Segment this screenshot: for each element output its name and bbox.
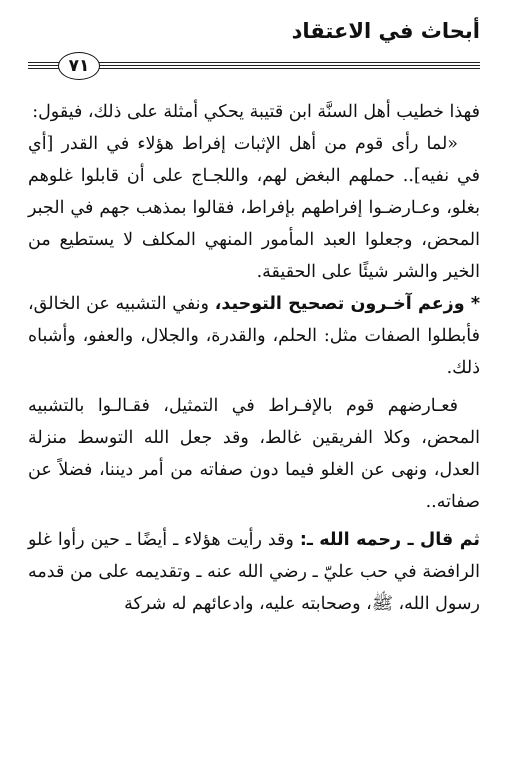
paragraph-rafida — [28, 524, 480, 620]
paragraph-body: ونفي التشبيه عن الخالق، فأبطلوا الصفات مثل: الحلم، والقدرة، والجلال، والعفو، وأشباه ذلك. — [28, 294, 480, 378]
paragraph-quote: «لما رأى قوم من أهل الإثبات إفراط هؤلاء في القدر [أي في نفيه].. حملهم البغض لهم، واللجـاج على أن قابلوا غلوهم بغلو، وعـارضـوا إفراطهم بإفراط، فقالوا بمذهب جهم في الجبر المحض، وجعلوا العبد المأمور المنهي المكلف لا يستطيع من الخير والشر شيئًا على الحقيقة. — [28, 134, 480, 282]
paragraph-body: وقد رأيت هؤلاء ـ أيضًا ـ حين رأوا غلو الرافضة في حب عليّ ـ رضي الله عنه ـ وتقديمه على من قدمه رسول الله، ﷺ، وصحابته عليه، وادعائهم له شركة — [28, 530, 480, 614]
paragraph-lead: * وزعم آخـرون تصحيح التوحيد، — [214, 294, 480, 314]
paragraph-lead: ثم قال ـ رحمه الله ـ: — [299, 530, 480, 550]
paragraph-intro: فهذا خطيب أهل السنَّة ابن قتيبة يحكي أمثلة على ذلك، فيقول: — [32, 102, 480, 122]
page-header — [28, 16, 480, 76]
running-title: أبحاث في الاعتقاد — [291, 19, 480, 43]
paragraph-tawhid — [28, 288, 480, 384]
body-text — [28, 96, 480, 620]
paragraph-tamthil: فعـارضهم قوم بالإفـراط في التمثيل، فقـالـوا بالتشبيه المحض، وكلا الفريقين غالط، وقد جعل الله التوسط منزلة العدل، ونهى عن الغلو فيما دون صفاته من أمر ديننا، فضلاً عن صفاته.. — [28, 396, 480, 512]
page-number: ٧١ — [58, 52, 100, 80]
